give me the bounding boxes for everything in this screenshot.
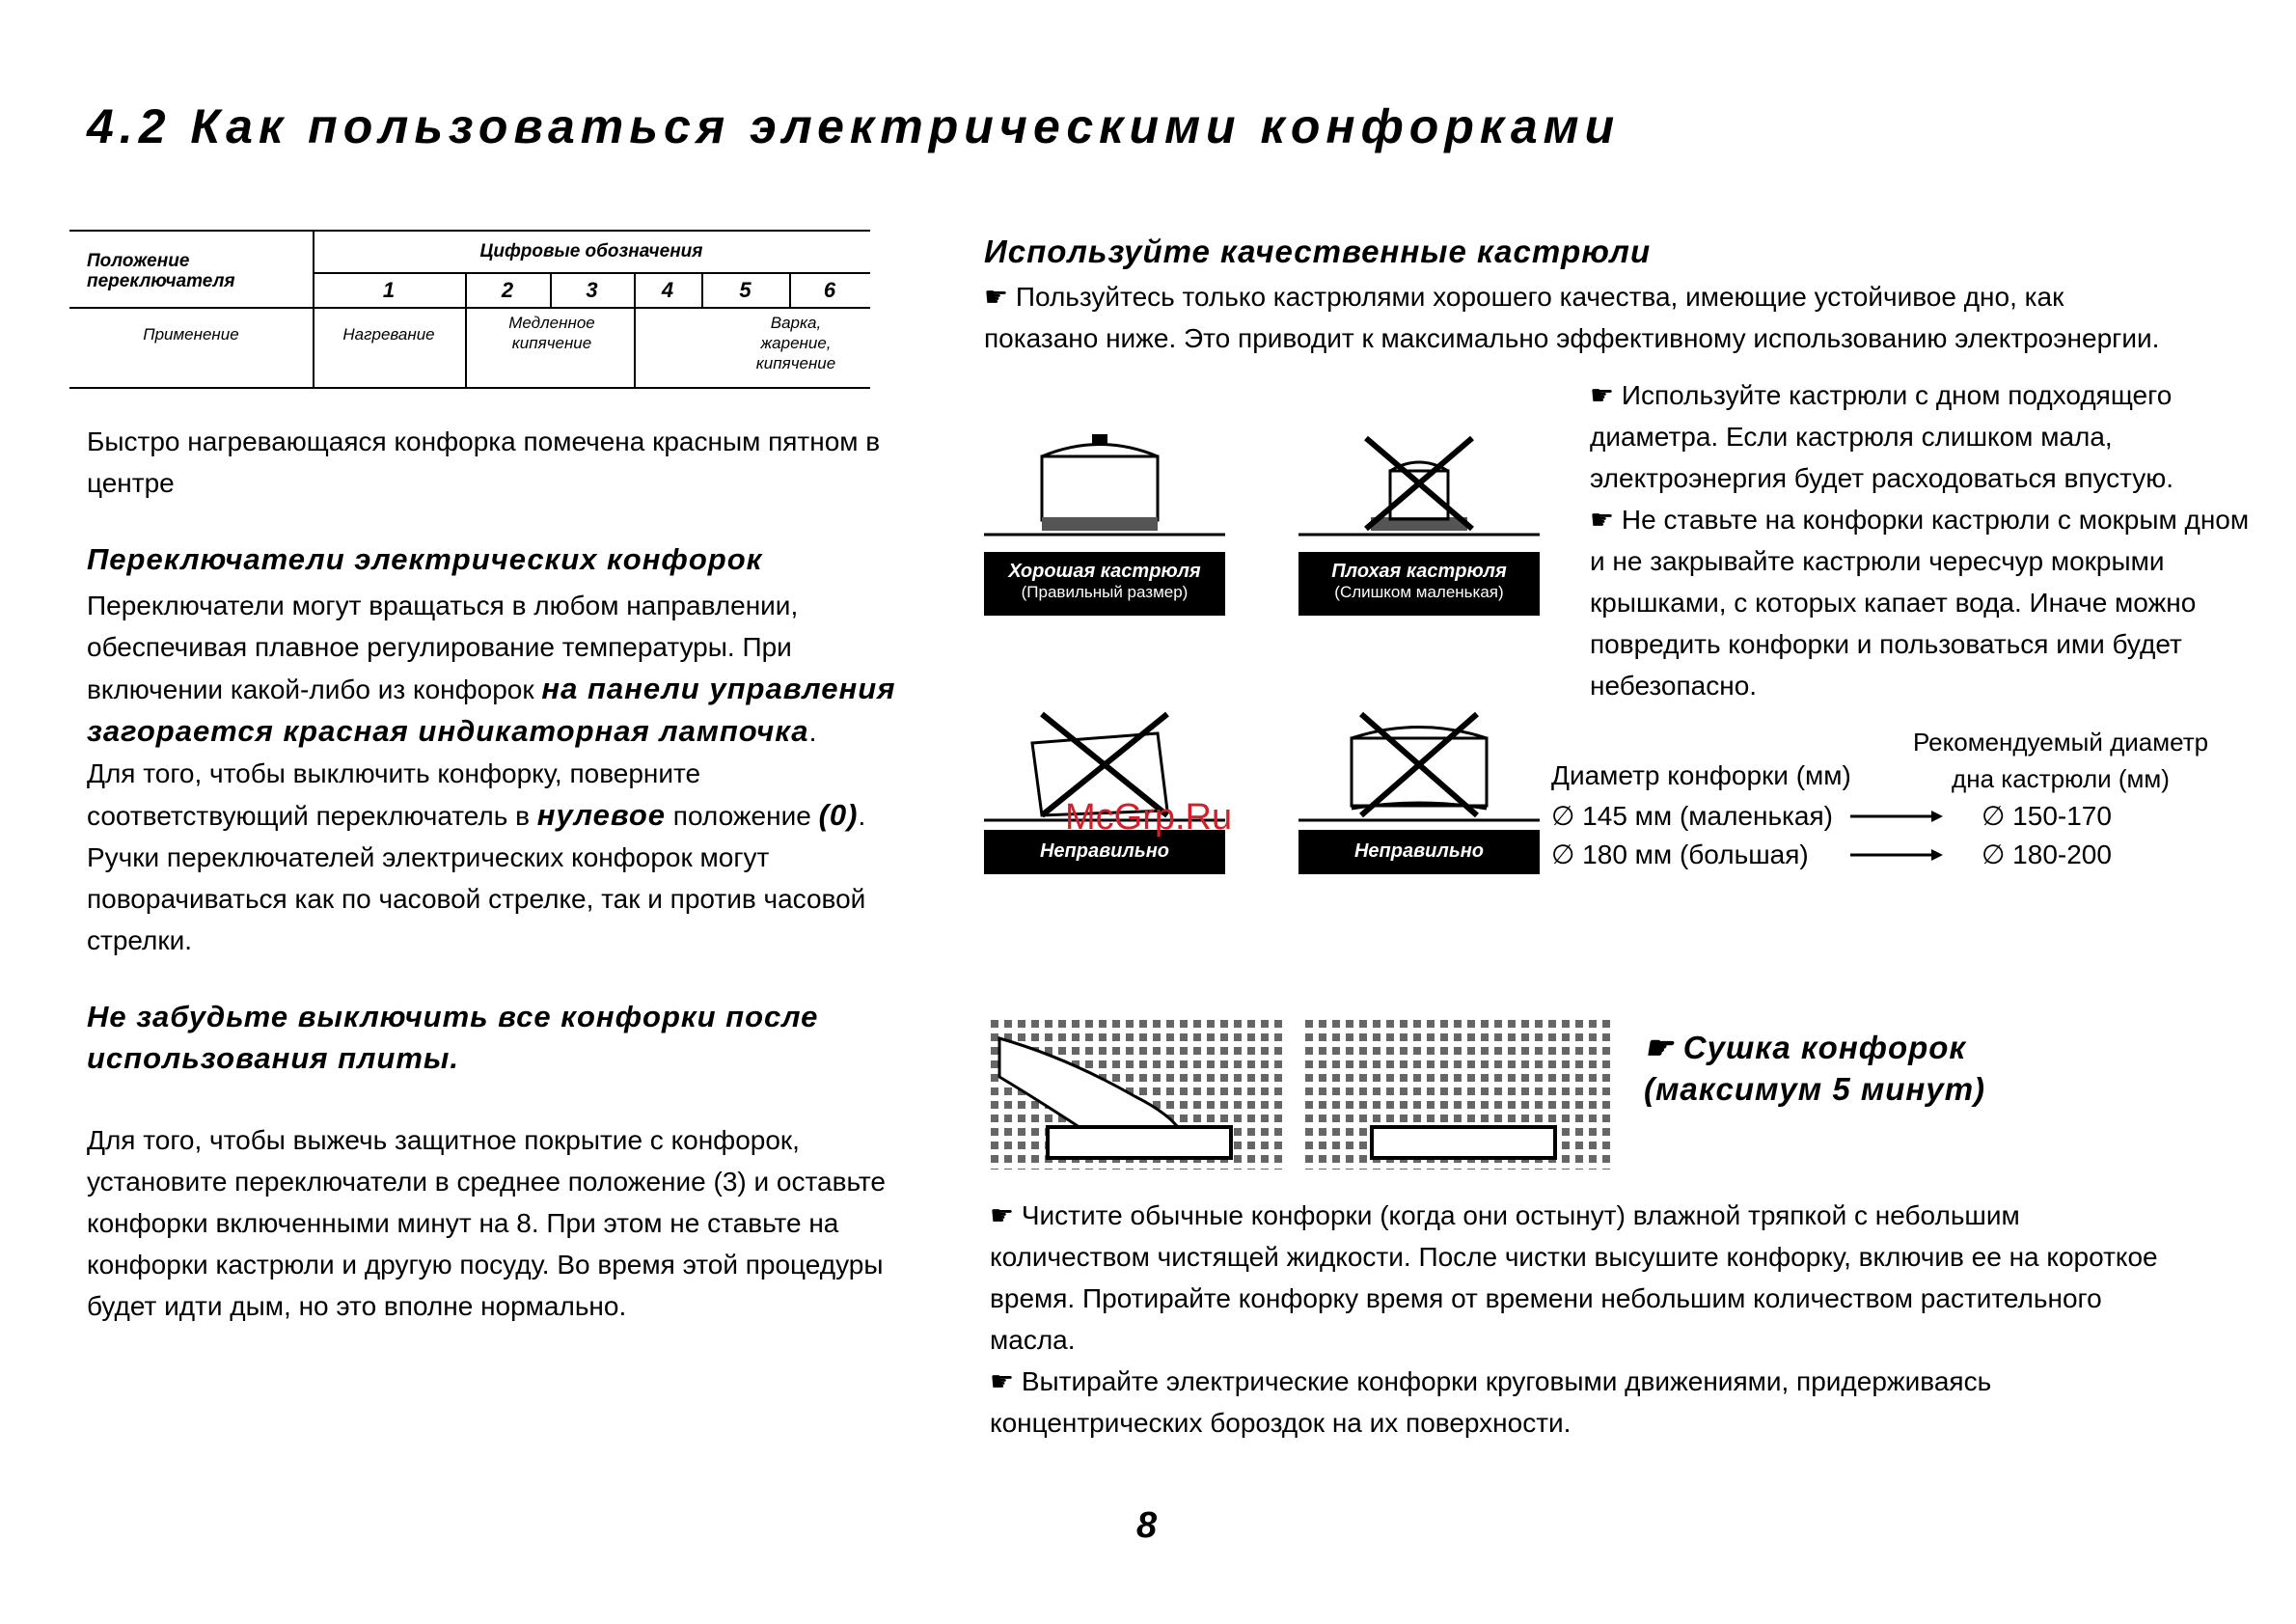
switch-off-text-end: . Ручки переключателей электрических конфорок могут поворачиваться как по часовой стрелке, так и против часовой стрелки. — [87, 801, 866, 955]
small-plate-diameter: ∅ 145 мм (маленькая) — [1551, 801, 1833, 831]
switch-off-warning: Не забудьте выключить все конфорки после использования плиты. — [87, 1000, 819, 1075]
position-header: Положение переключателя — [87, 251, 235, 291]
switches-text-end: . — [808, 717, 817, 747]
cleaning-tip-2: ☛ Вытирайте электрические конфорки круговыми движениями, придерживаясь концентрических бороздок на их поверхности. — [990, 1366, 1992, 1438]
usage-heating: Нагревание — [342, 325, 435, 344]
switches-text: Переключатели могут вращаться в любом направлении, обеспечивая плавное регулирование температуры. При включении какой-либо из конфорок — [87, 591, 799, 704]
wrong-pot-caption-2 — [1298, 830, 1540, 874]
bad-pot-caption — [1298, 552, 1540, 616]
position-number: 5 — [739, 278, 752, 302]
fast-plate-note: Быстро нагревающаяся конфорка помечена красным пятном в центре — [87, 427, 881, 498]
pots-tip-diameter: ☛ Используйте кастрюли с дном подходящего диаметра. Если кастрюля слишком мала, электроэнергия будет расходоваться впустую. — [1590, 380, 2174, 493]
switch-table — [69, 230, 870, 389]
zero-position-text: нулевое — [536, 798, 667, 832]
small-pot-diameter: ∅ 150-170 — [1982, 801, 2112, 831]
wrong-pot-illustration-2 — [1298, 704, 1540, 874]
switches-paragraph — [87, 585, 897, 961]
position-number: 3 — [586, 278, 598, 302]
position-number: 2 — [501, 278, 514, 302]
plate-diameter-header: Диаметр конфорки (мм) — [1551, 760, 1851, 790]
zero-symbol: (0) — [818, 798, 859, 832]
wrong-pot-illustration-1 — [984, 704, 1225, 874]
indicator-lamp-text: на панели управления загорается красная индикаторная лампочка — [87, 672, 896, 748]
switches-heading: Переключатели электрических конфорок — [87, 542, 763, 576]
section-title: 4.2 Как пользоваться электрическими конфорками — [87, 99, 1621, 153]
arrow-icon — [1848, 807, 1945, 865]
pots-heading: Используйте качественные кастрюли — [984, 234, 1652, 269]
usage-label: Применение — [143, 325, 239, 344]
heated-plate-icon — [1304, 1019, 1611, 1170]
wrong-label-2: Неправильно — [1353, 840, 1485, 862]
pots-tip-wet: ☛ Не ставьте на конфорки кастрюли с мокрым дном и не закрывайте кастрюли чересчур мокрыми крышками, с которых капает вода. Иначе можно повредить конфорки и пользоваться ими будет небезопасно. — [1590, 505, 2250, 701]
bad-pot-subtitle: (Слишком маленькая) — [1334, 583, 1504, 601]
good-pot-illustration — [984, 432, 1225, 616]
drying-heading: ☛ Сушка конфорок (максимум 5 минут) — [1644, 1030, 1986, 1107]
large-pot-diameter: ∅ 180-200 — [1982, 840, 2112, 869]
good-pot-subtitle: (Правильный размер) — [1021, 583, 1189, 601]
pots-intro: ☛ Пользуйтесь только кастрюлями хорошего качества, имеющие устойчивое дно, как показано ниже. Это приводит к максимально эффективному использованию электроэнергии. — [984, 282, 2160, 353]
wrong-label-1: Неправильно — [1039, 840, 1170, 862]
drying-illustration-1 — [990, 1019, 1283, 1170]
digital-header: Цифровые обозначения — [479, 241, 703, 261]
watermark: McGrp.Ru — [1065, 797, 1233, 838]
cleaning-tip-1: ☛ Чистите обычные конфорки (когда они остынут) влажной тряпкой с небольшим количеством чистящей жидкости. После чистки высушите конфорку, включив ее на короткое время. Протирайте конфорку время от времени небольшим количеством растительного масла. — [990, 1200, 2158, 1355]
pot-diameter-header: Рекомендуемый диаметр дна кастрюли (мм) — [1912, 728, 2209, 793]
drying-illustration-2 — [1304, 1019, 1611, 1170]
usage-slow-boil: Медленное кипячение — [508, 314, 595, 352]
page-number: 8 — [1136, 1505, 1158, 1546]
switch-off-text: Для того, чтобы выключить конфорку, поверните соответствующий переключатель в — [87, 758, 701, 831]
bad-pot-illustration — [1298, 432, 1540, 616]
good-pot-title: Хорошая кастрюля — [1008, 561, 1201, 582]
bad-pot-title: Плохая кастрюля — [1331, 561, 1507, 582]
switch-off-text-mid: положение — [672, 801, 811, 831]
usage-cooking: Варка, жарение, кипячение — [755, 314, 836, 372]
good-pot-caption — [984, 552, 1225, 616]
position-number: 1 — [382, 278, 396, 302]
position-number: 6 — [823, 278, 836, 302]
burn-in-paragraph: Для того, чтобы выжечь защитное покрытие с конфорок, установите переключатели в среднее положение (3) и оставьте конфорки включенными минут на 8. При этом не ставьте на конфорки кастрюли и другую посуду. Во время этой процедуры будет идти дым, но это вполне нормально. — [87, 1125, 886, 1321]
position-number: 4 — [661, 278, 674, 302]
hand-wiping-plate-icon — [990, 1019, 1283, 1170]
large-plate-diameter: ∅ 180 мм (большая) — [1551, 840, 1809, 869]
